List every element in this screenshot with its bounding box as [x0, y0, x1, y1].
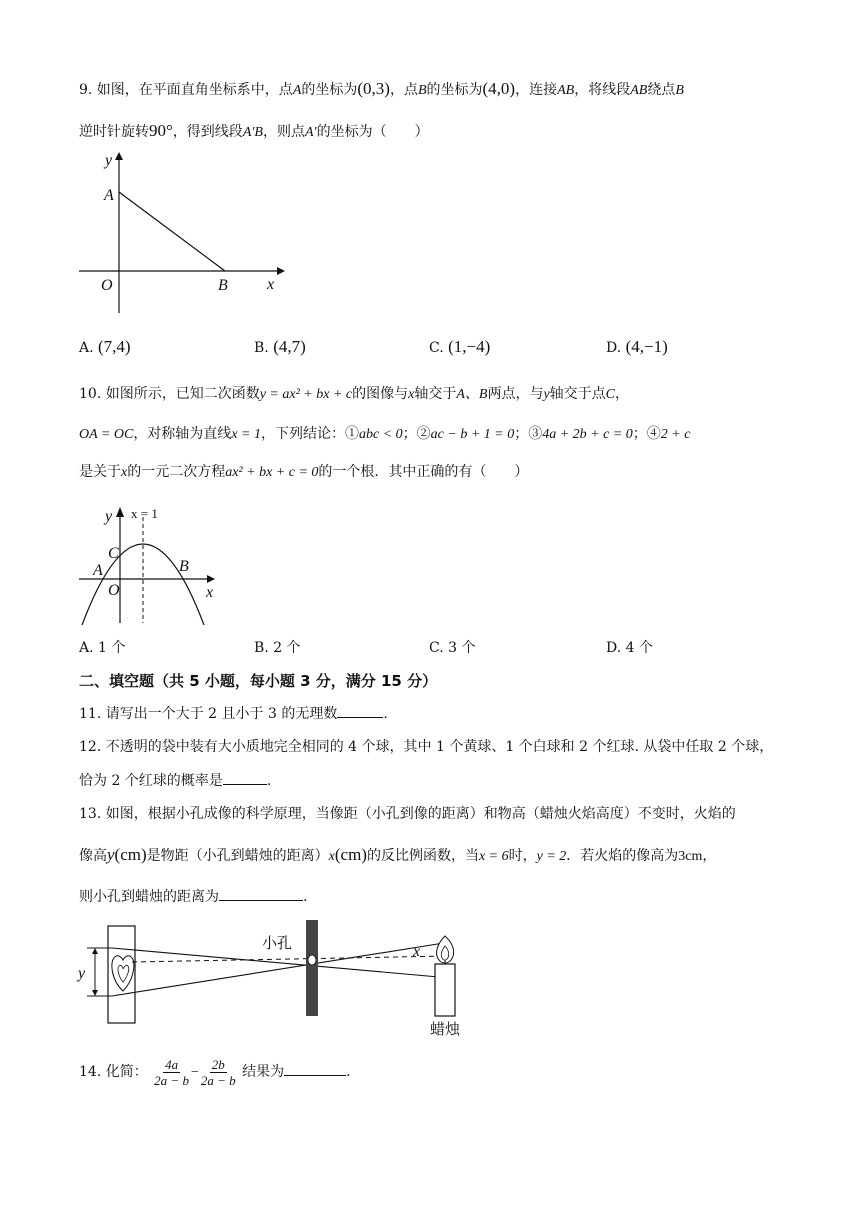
y-axis-label: y: [105, 152, 113, 169]
q13-line1: 13. 如图，根据小孔成像的科学原理，当像距（小孔到像的距离）和物高（蜡烛火焰高度）不变时，火焰的: [79, 806, 736, 822]
q9-line1: 9. 如图，在平面直角坐标系中，点A的坐标为(0,3)，点B的坐标为(4,0)，连接AB，将线段AB绕点B: [79, 79, 684, 98]
q11: 11. 请写出一个大于 2 且小于 3 的无理数 .: [79, 703, 388, 724]
point-c-label: C: [108, 545, 119, 562]
origin-label: O: [108, 582, 120, 599]
answer-blank[interactable]: [337, 703, 383, 718]
q13-line3: 则小孔到蜡烛的距离为 .: [79, 886, 307, 907]
y-height-label: y: [78, 965, 86, 982]
q10-line2: OA = OC，对称轴为直线x = 1，下列结论：①abc < 0；②ac − b + 1 = 0；③4a + 2b + c = 0；④2 + c: [79, 426, 691, 442]
segment-ab: [119, 192, 225, 271]
q10-option-a: A. 1 个: [79, 640, 126, 656]
fraction-1: $\frac{4a}{2a - b}$: [154, 1056, 189, 1088]
q10-line1: 10. 如图所示，已知二次函数y = ax² + bx + c的图像与x轴交于A、B两点，与y轴交于点C，: [79, 386, 630, 402]
origin-label: O: [101, 277, 113, 294]
axis-label: x = 1: [131, 506, 158, 521]
x-angle-label: x: [413, 943, 421, 960]
q14: 14. 化简： $\frac{4a}{2a - b}$ − $\frac{2b}{2a - b}$ 结果为 .: [79, 1056, 351, 1088]
answer-blank[interactable]: [219, 886, 303, 901]
q9-option-c: C. (1,−4): [429, 337, 491, 356]
q9-line2: 逆时针旋转90°，得到线段A′B，则点A′的坐标为（ ）: [79, 121, 429, 140]
q12-line2: 恰为 2 个红球的概率是 .: [79, 770, 271, 791]
x-axis-label: x: [206, 584, 214, 601]
answer-blank[interactable]: [223, 770, 267, 785]
q13-figure: [74, 918, 484, 1040]
section-heading: 二、填空题（共 5 小题，每小题 3 分，满分 15 分）: [79, 672, 438, 690]
y-axis-label: y: [105, 508, 113, 525]
q10-line3: 是关于x的一元二次方程ax² + bx + c = 0的一个根．其中正确的有（ ）: [79, 464, 529, 480]
q9-option-d: D. (4,−1): [606, 337, 668, 356]
x-axis-label: x: [267, 276, 275, 293]
point-a-label: A: [93, 562, 103, 579]
point-b-label: B: [218, 277, 228, 294]
pinhole: [308, 955, 316, 965]
q9-option-b: B. (4,7): [254, 337, 306, 356]
candle-body: [435, 964, 455, 1016]
q10-option-c: C. 3 个: [429, 640, 476, 656]
q9-figure: [79, 148, 289, 318]
point-a-label: A: [104, 187, 114, 204]
point-b-label: B: [179, 558, 189, 575]
q9-option-a: A. (7,4): [79, 337, 131, 356]
barrier: [306, 920, 318, 1016]
candle-flame: [437, 936, 454, 963]
q10-option-d: D. 4 个: [606, 640, 653, 656]
fraction-2: $\frac{2b}{2a - b}$: [200, 1056, 236, 1088]
q13-line2: 像高y(cm)是物距（小孔到蜡烛的距离）x(cm)的反比例函数，当x = 6时，y = 2．若火焰的像高为3cm，: [79, 845, 717, 864]
q12-line1: 12. 不透明的袋中装有大小质地完全相同的 4 个球，其中 1 个黄球、1 个白球和 2 个红球. 从袋中任取 2 个球，: [79, 739, 774, 755]
hole-label: 小孔: [262, 934, 293, 952]
parabola: [82, 544, 204, 625]
candle-label: 蜡烛: [430, 1020, 461, 1038]
q10-figure: [79, 503, 229, 625]
answer-blank[interactable]: [284, 1061, 346, 1076]
q10-option-b: B. 2 个: [254, 640, 301, 656]
